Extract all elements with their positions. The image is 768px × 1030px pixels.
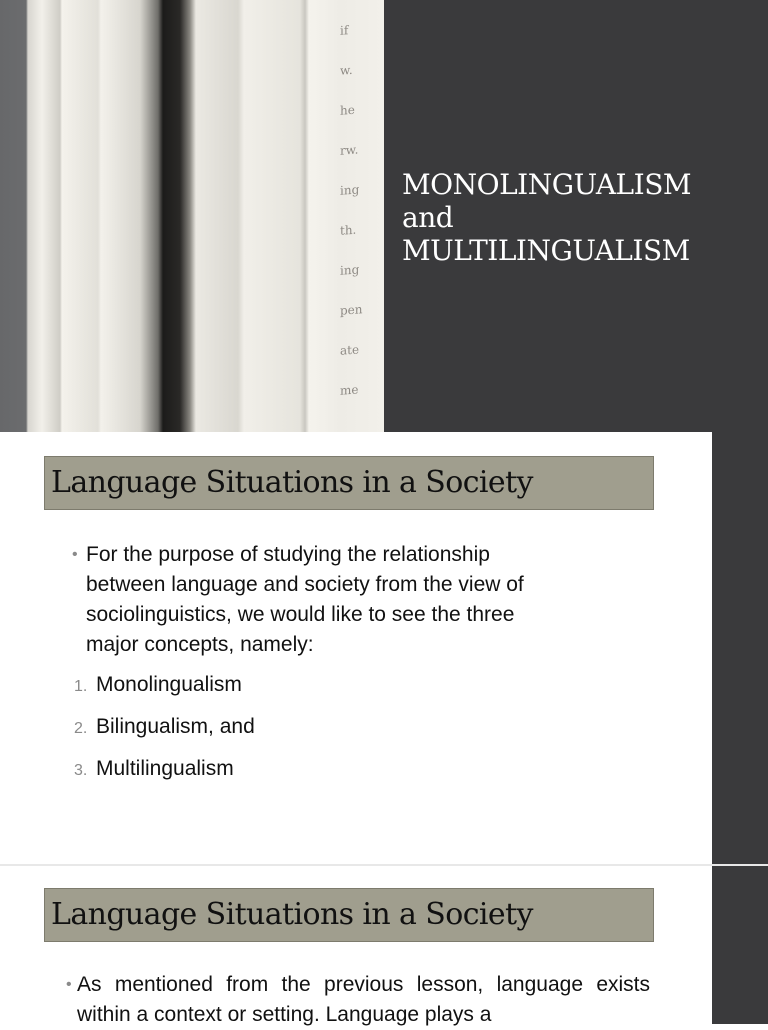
list-item — [74, 672, 255, 714]
bullet-marker: • — [72, 546, 78, 563]
slide-sidebar-accent — [712, 866, 768, 1024]
list-item-text: Monolingualism — [96, 673, 242, 696]
bullet-text: As mentioned from the previous lesson, language exists within a context or setting. Language plays a — [77, 973, 650, 1026]
list-item — [74, 756, 255, 798]
slide-heading: Language Situations in a Society — [44, 888, 654, 942]
bullet-marker: • — [66, 976, 72, 993]
list-item-text: Bilingualism, and — [96, 715, 255, 738]
book-page-text: if w. he rw. ing th. ing pen ate me — [340, 23, 363, 398]
title-line-2: and — [402, 201, 454, 234]
list-item — [74, 714, 255, 756]
open-book-photo — [0, 0, 384, 432]
concept-list — [74, 672, 255, 798]
bullet-paragraph — [72, 540, 572, 660]
slide-heading: Language Situations in a Society — [44, 456, 654, 510]
title-slide — [0, 0, 768, 432]
list-number: 3. — [74, 762, 88, 779]
bullet-text: For the purpose of studying the relationship between language and society from the view of sociolinguistics, we would like to see the three major concepts, namely: — [86, 543, 524, 656]
list-item-text: Multilingualism — [96, 757, 234, 780]
title-line-3: MULTILINGUALISM — [402, 234, 690, 267]
slide-language-situations — [0, 432, 768, 864]
bullet-paragraph — [66, 970, 650, 1030]
title-line-1: MONOLINGUALISM — [402, 168, 692, 201]
list-number: 2. — [74, 720, 88, 737]
slide-sidebar-accent — [712, 432, 768, 864]
presentation-title — [402, 168, 752, 267]
slide-language-situations-2 — [0, 866, 768, 1024]
list-number: 1. — [74, 678, 88, 695]
